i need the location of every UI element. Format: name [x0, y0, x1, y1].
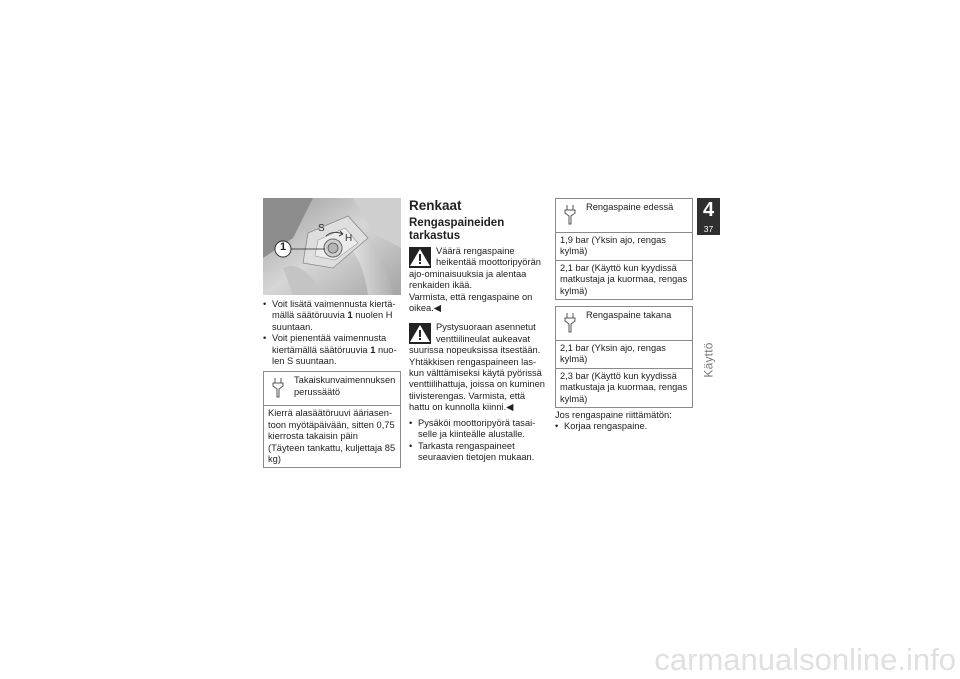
column-3 [555, 198, 693, 433]
list-item: • Pysäköi moottoripyörä tasaiselle ja kiinteälle alustalle. [409, 418, 547, 441]
watermark: carmanualsonline.info [654, 642, 956, 677]
spec-value: 1,9 bar (Yksin ajo, rengas kylmä) [556, 233, 692, 261]
warning-block-2 [409, 322, 547, 356]
callout-number: 1 [279, 241, 287, 253]
section-heading: Renkaat [409, 198, 462, 213]
chapter-side-label [700, 320, 718, 400]
wrench-spec-icon [270, 377, 286, 399]
wrench-spec-icon [562, 204, 578, 226]
callout-h-label: H [345, 233, 353, 244]
spec-value: 2,1 bar (Käyttö kun kyydissä matkustaja ja kuormaa, rengas kylmä) [560, 262, 688, 296]
column-1 [263, 198, 401, 468]
list-item: • Tarkasta rengaspaineet seuraavien tietojen mukaan. [409, 441, 547, 464]
wrench-spec-icon [562, 312, 578, 334]
warning-icon [409, 247, 431, 268]
list-item: • Voit lisätä vaimennusta kiertämällä säätöruuvia 1 nuolen H suuntaan. [263, 299, 401, 333]
spec-value: 2,1 bar (Yksin ajo, rengas kylmä) [556, 341, 692, 369]
paragraph: Varmista, että rengaspaine on oikea.◀ [409, 291, 533, 314]
spec-title: Rengaspaine edessä [586, 202, 674, 212]
callout-s-label: S [318, 223, 325, 234]
warning-icon [409, 323, 431, 344]
chapter-number: 4 [702, 199, 715, 221]
spec-value: 2,3 bar (Käyttö kun kyydissä matkustaja ja kuormaa, rengas kylmä) [560, 370, 688, 404]
spec-title: Takaiskunvaimennuksen [294, 375, 396, 386]
spec-title: Rengaspaine takana [586, 310, 672, 321]
section-subheading: Rengaspaineiden tarkastus [409, 217, 505, 242]
paragraph: Jos rengaspaine riittämätön: [555, 410, 672, 421]
warning-text: Väärä rengaspaine heikentää moottoripyörän ajo-ominaisuuksia ja alentaa renkaiden ikää. [409, 246, 541, 291]
rear-pressure-spec-box [555, 306, 693, 408]
correct-bullets [555, 421, 693, 432]
tire-bullets [409, 418, 547, 464]
spec-value: Kierrä alasäätöruuvi ääriasentoon myötäpäivään, sitten 0,75 kierrosta takaisin päin (Täyteen tankattu, kuljettaja 85 kg) [268, 408, 396, 465]
warning-block-1 [409, 246, 547, 292]
chapter-title: Käyttö [701, 342, 716, 378]
rebound-spec-box [263, 371, 401, 468]
spec-header [264, 372, 400, 406]
column-2 [409, 198, 547, 463]
shock-absorber-photo [263, 198, 401, 295]
page-number: 37 [703, 224, 714, 234]
adjust-bullets [263, 299, 401, 367]
front-pressure-spec-box [555, 198, 693, 300]
warning-text: Pystysuoraan asennetut venttiilineulat aukeavat suurissa nopeuksissa itsestään. [409, 322, 541, 356]
spec-title: perussäätö [294, 386, 340, 397]
list-item: • Voit pienentää vaimennusta kiertämällä säätöruuvia 1 nuolen S suuntaan. [263, 333, 401, 367]
list-item: • Korjaa rengaspaine. [555, 421, 693, 432]
spec-header [556, 307, 692, 341]
paragraph: Yhtäkkisen rengaspaineen laskun välttämiseksi käytä pyörissä venttiilihattuja, joissa on kuminen tiivisterengas. Varmista, että hattu on kunnolla kiinni.◀ [409, 356, 545, 413]
spec-header [556, 199, 692, 233]
